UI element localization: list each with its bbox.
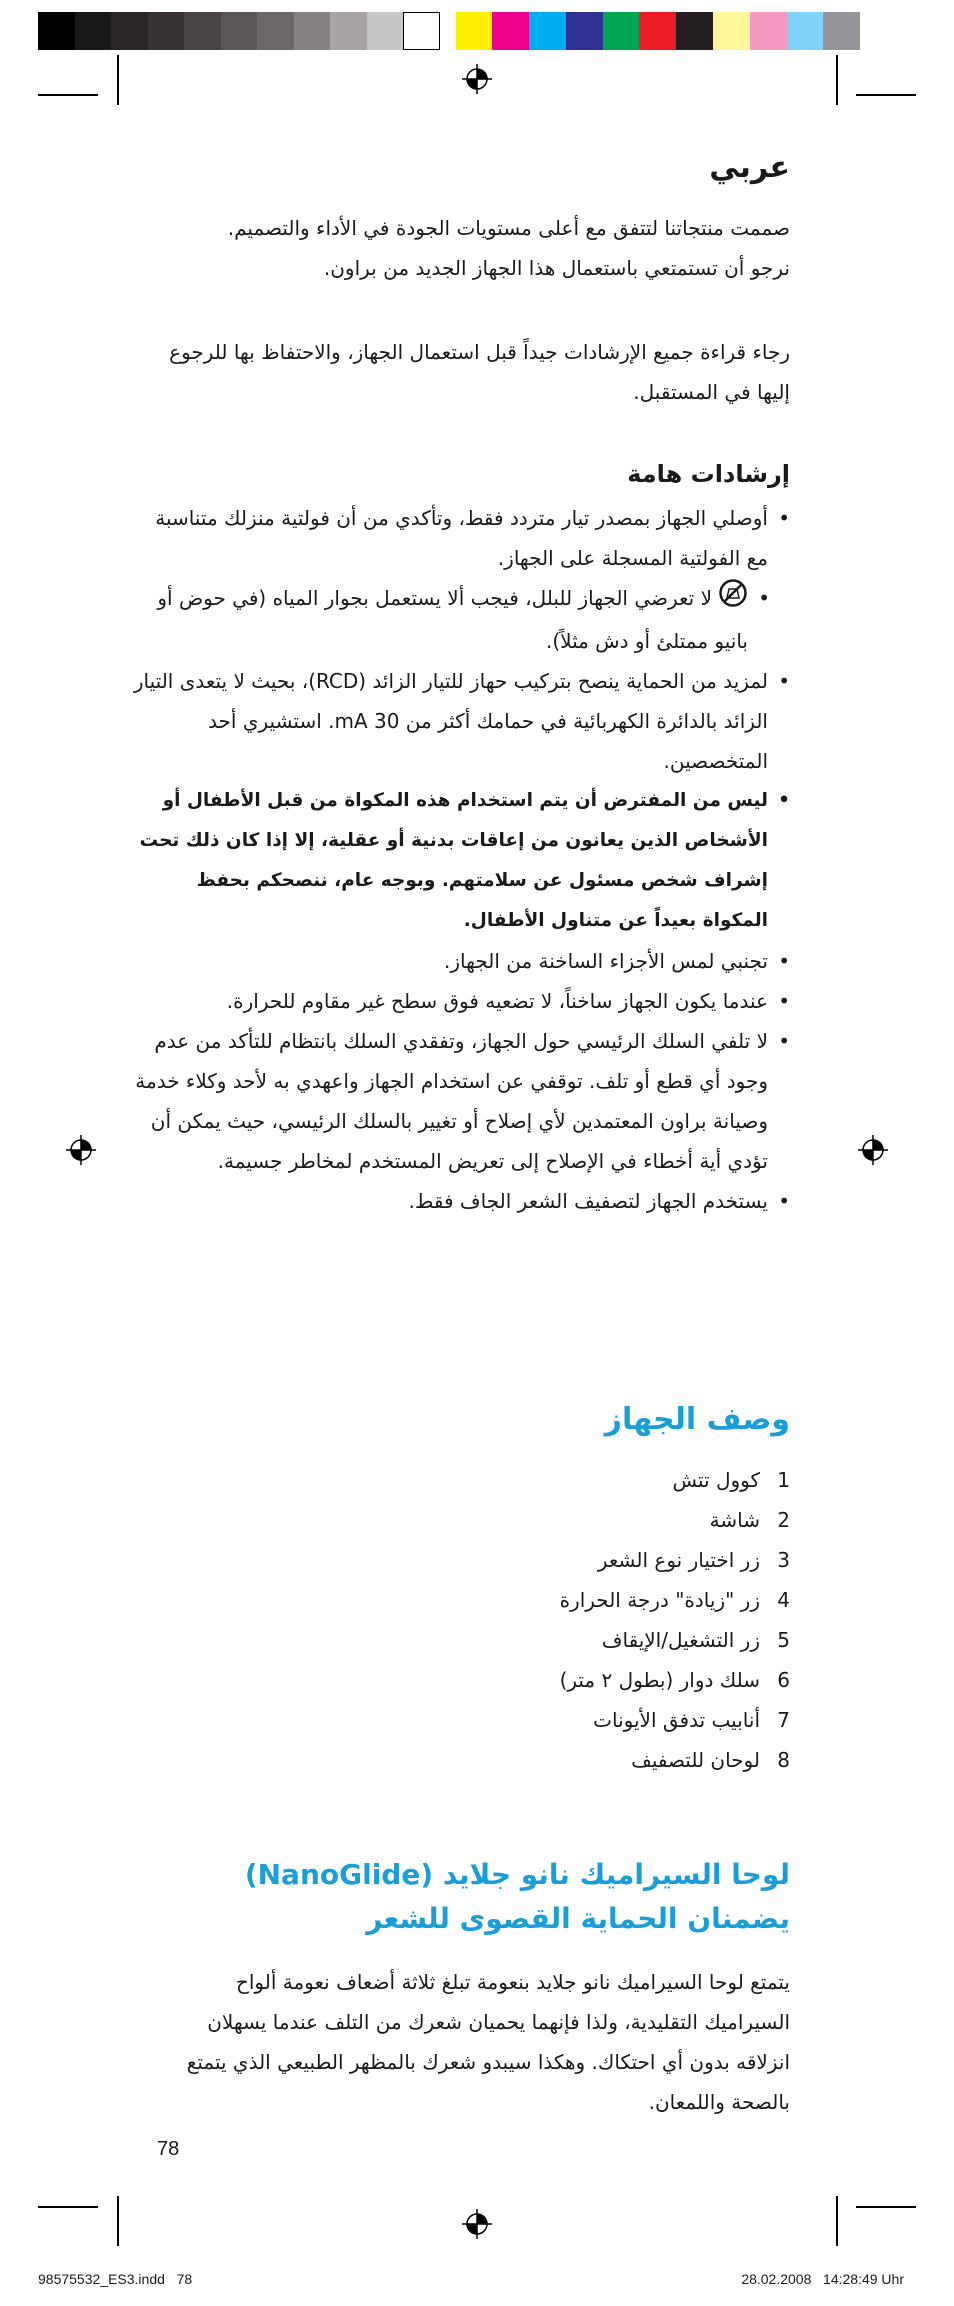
gray-swatch bbox=[184, 12, 221, 50]
color-swatch bbox=[676, 12, 713, 50]
gray-swatch bbox=[148, 12, 185, 50]
language-title: عربي bbox=[709, 150, 790, 185]
list-item: • لا تلفي السلك الرئيسي حول الجهاز، وتفقدي السلك بانتظام للتأكد من عدم وجود أي قطع أو تلف. توقفي عن استخدام الجهاز واعهدي به لأحد وكلاء خدمة وصيانة براون المعتمدين لأي إصلاح أو تغيير بالسلك الرئيسي، حيث يمكن أن تؤدي أية أخطاء في الإصلاح إلى تعريض المستخدم لمخاطر جسيمة. bbox=[128, 1021, 768, 1181]
list-item: • أوصلي الجهاز بمصدر تيار متردد فقط، وتأكدي من أن فولتية منزلك متناسبة مع الفولتية المسجلة على الجهاز. bbox=[128, 498, 768, 578]
list-item bbox=[560, 1740, 790, 1780]
list-item bbox=[560, 1460, 790, 1500]
nanoglide-heading-line-2: يضمنان الحماية القصوى للشعر bbox=[366, 1902, 790, 1935]
list-item: • تجنبي لمس الأجزاء الساخنة من الجهاز. bbox=[128, 941, 768, 981]
crop-mark bbox=[38, 2206, 98, 2208]
color-swatch bbox=[529, 12, 566, 50]
crop-mark bbox=[836, 55, 838, 105]
part-label: شاشة bbox=[709, 1508, 760, 1532]
crop-mark bbox=[38, 94, 98, 96]
list-item bbox=[560, 1700, 790, 1740]
parts-list bbox=[560, 1460, 790, 1780]
intro-line-2: نرجو أن تستمتعي باستعمال هذا الجهاز الجديد من براون. bbox=[323, 256, 790, 280]
part-number: 4 bbox=[777, 1588, 790, 1612]
list-item bbox=[560, 1660, 790, 1700]
registration-mark-icon bbox=[858, 1135, 888, 1165]
crop-mark bbox=[117, 55, 119, 105]
gray-swatch bbox=[38, 12, 75, 50]
crop-mark bbox=[856, 94, 916, 96]
part-label: زر التشغيل/الإيقاف bbox=[601, 1628, 760, 1652]
registration-mark-icon bbox=[66, 1135, 96, 1165]
registration-mark-icon bbox=[462, 2209, 492, 2239]
file-slug: 98575532_ES3.indd 78 bbox=[38, 2271, 193, 2287]
color-swatch bbox=[787, 12, 824, 50]
color-swatch bbox=[603, 12, 640, 50]
gray-swatch bbox=[367, 12, 404, 50]
part-label: سلك دوار (بطول ٢ متر) bbox=[559, 1668, 760, 1692]
swatch-gap bbox=[440, 12, 456, 50]
gray-swatch bbox=[257, 12, 294, 50]
list-item bbox=[560, 1540, 790, 1580]
list-item: • ليس من المفترض أن يتم استخدام هذه المكواة من قبل الأطفال أو الأشخاص الذين يعانون من إعاقات بدنية أو عقلية، إلا إذا كان ذلك تحت إشراف شخص مسئول عن سلامتهم. وبوجه عام، ننصحكم بحفظ المكواة بعيداً عن متناول الأطفال. bbox=[128, 781, 768, 941]
color-swatch bbox=[639, 12, 676, 50]
crop-mark bbox=[117, 2196, 119, 2246]
list-item: • لمزيد من الحماية ينصح بتركيب حهاز للتيار الزائد (RCD)، بحيث لا يتعدى التيار الزائد بالدائرة الكهربائية في حمامك أكثر من 30 mA. استشيري أحد المتخصصين. bbox=[128, 661, 768, 781]
part-label: كوول تتش bbox=[672, 1468, 760, 1492]
part-label: لوحان للتصفيف bbox=[631, 1748, 760, 1772]
nanoglide-paragraph: يتمتع لوحا السيراميك نانو جلايد بنعومة تبلغ ثلاثة أضعاف نعومة ألواح السيراميك التقليدية، ولذا فإنهما يحميان شعرك من التلف عندما يسهلان انزلاقه بدون أي احتكاك. وهكذا سيبدو شعرك بالمظهر الطبيعي الذي يتمتع بالصحة واللمعان. bbox=[186, 1970, 790, 2114]
part-number: 5 bbox=[777, 1628, 790, 1652]
description-heading: وصف الجهاز bbox=[604, 1402, 790, 1437]
list-item bbox=[128, 578, 768, 661]
gray-swatch bbox=[294, 12, 331, 50]
gray-swatch bbox=[111, 12, 148, 50]
read-instructions-paragraph: رجاء قراءة جميع الإرشادات جيداً قبل استعمال الجهاز، والاحتفاظ بها للرجوع إليها في المستقبل. bbox=[169, 340, 790, 404]
part-number: 8 bbox=[777, 1748, 790, 1772]
crop-mark bbox=[856, 2206, 916, 2208]
no-water-icon bbox=[718, 578, 748, 621]
important-instructions-heading: إرشادات هامة bbox=[627, 460, 790, 488]
intro-line-1: صممت منتجاتنا لتتفق مع أعلى مستويات الجودة في الأداء والتصميم. bbox=[227, 216, 790, 240]
list-item bbox=[560, 1620, 790, 1660]
color-swatch bbox=[713, 12, 750, 50]
gray-swatch bbox=[330, 12, 367, 50]
part-number: 7 bbox=[777, 1708, 790, 1732]
list-item: • عندما يكون الجهاز ساخناً، لا تضعيه فوق سطح غير مقاوم للحرارة. bbox=[128, 981, 768, 1021]
gray-swatch bbox=[221, 12, 258, 50]
color-swatch bbox=[750, 12, 787, 50]
crop-mark bbox=[836, 2196, 838, 2246]
part-number: 1 bbox=[777, 1468, 790, 1492]
timestamp-slug: 28.02.2008 14:28:49 Uhr bbox=[741, 2271, 904, 2287]
part-label: زر اختيار نوع الشعر bbox=[597, 1548, 760, 1572]
part-number: 3 bbox=[777, 1548, 790, 1572]
list-item: • يستخدم الجهاز لتصفيف الشعر الجاف فقط. bbox=[128, 1181, 768, 1221]
gray-swatch bbox=[403, 12, 440, 50]
part-number: 2 bbox=[777, 1508, 790, 1532]
part-number: 6 bbox=[777, 1668, 790, 1692]
list-item bbox=[560, 1580, 790, 1620]
page-number: 78 bbox=[157, 2138, 180, 2160]
part-label: أنابيب تدفق الأيونات bbox=[593, 1708, 760, 1732]
nanoglide-heading-line-1: لوحا السيراميك نانو جلايد (NanoGlide) bbox=[244, 1858, 790, 1891]
part-label: زر "زيادة" درجة الحرارة bbox=[559, 1588, 760, 1612]
color-swatch bbox=[823, 12, 860, 50]
registration-mark-icon bbox=[462, 64, 492, 94]
list-item-text: لا تعرضي الجهاز للبلل، فيجب ألا يستعمل بجوار المياه (في حوض أو بانيو ممتلئ أو دش مثلاً). bbox=[157, 586, 748, 653]
list-item bbox=[560, 1500, 790, 1540]
color-swatch bbox=[456, 12, 493, 50]
color-swatch bbox=[566, 12, 603, 50]
gray-swatch bbox=[75, 12, 112, 50]
color-swatch bbox=[492, 12, 529, 50]
safety-instructions-list bbox=[128, 498, 790, 1221]
print-color-bar bbox=[38, 12, 916, 50]
